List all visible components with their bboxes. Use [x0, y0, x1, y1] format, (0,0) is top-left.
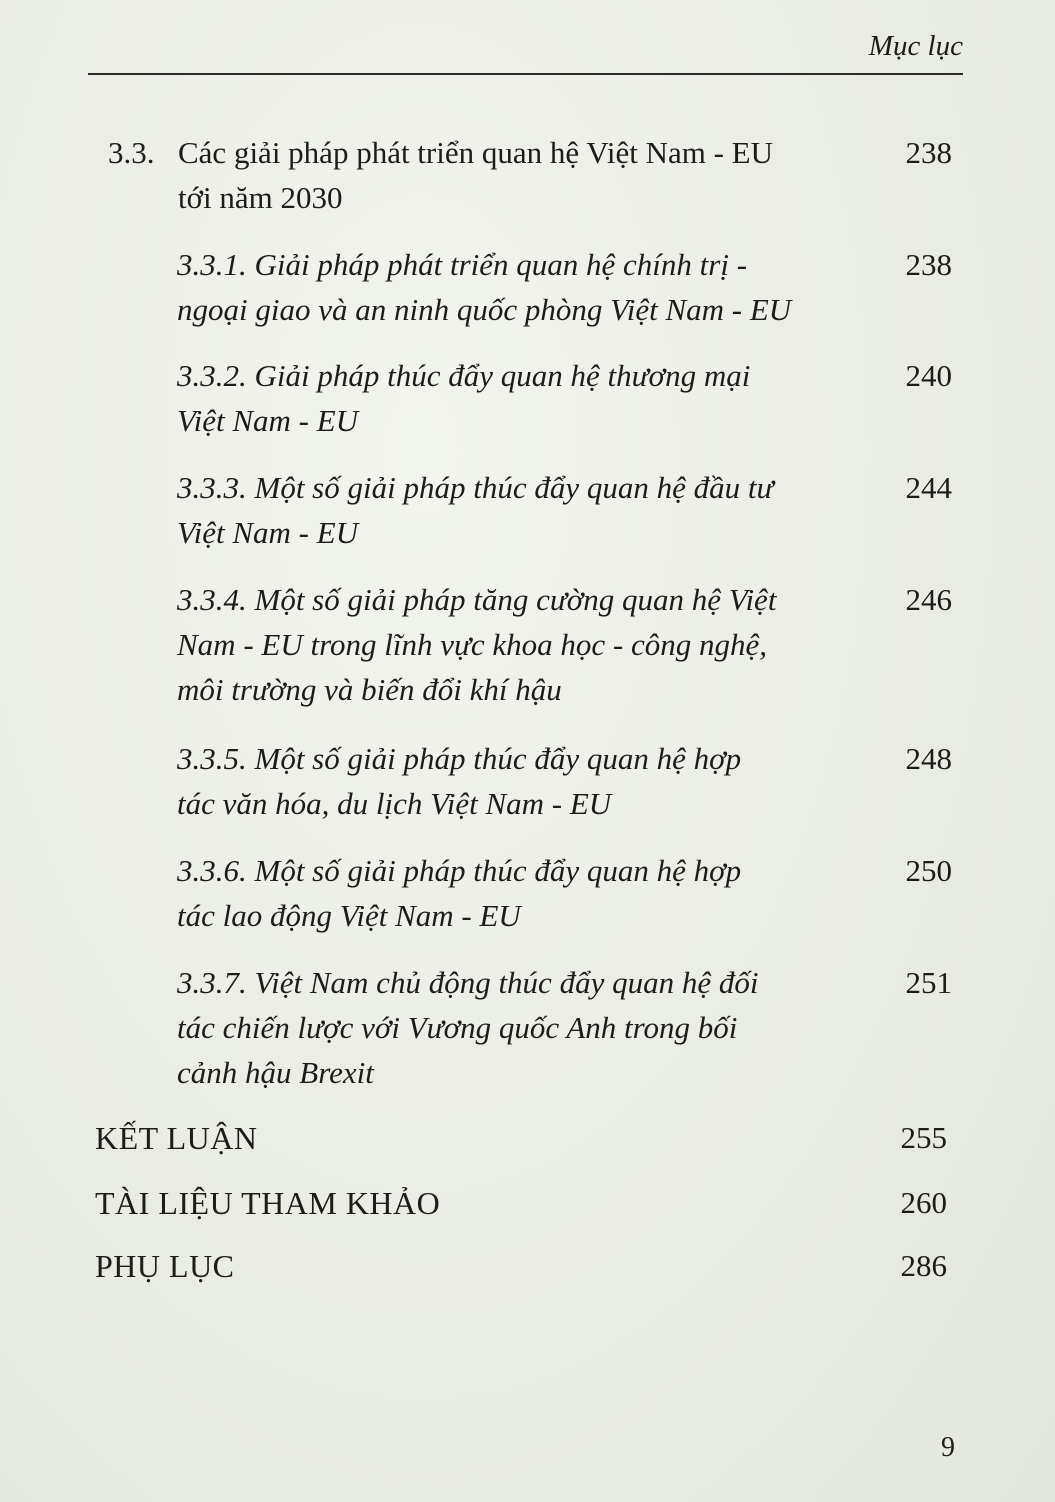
section-page: 260: [900, 1185, 947, 1220]
section-title: KẾT LUẬN: [95, 1120, 258, 1156]
toc-entry-page: 238: [905, 135, 952, 170]
toc-entry-line: Các giải pháp phát triển quan hệ Việt Nam - EU: [178, 135, 773, 170]
toc-entry-page: 246: [905, 582, 952, 617]
toc-entry-line: ngoại giao và an ninh quốc phòng Việt Nam - EU: [177, 292, 792, 327]
section-page: 255: [900, 1120, 947, 1155]
page-number: 9: [941, 1432, 955, 1463]
toc-entry-line: 3.3.2. Giải pháp thúc đẩy quan hệ thương mại: [177, 358, 751, 393]
toc-entry-line: tác lao động Việt Nam - EU: [177, 898, 521, 933]
toc-entry-line: Việt Nam - EU: [177, 403, 359, 438]
toc-entry-number: 3.3.: [108, 135, 155, 170]
toc-entry-line: Việt Nam - EU: [177, 515, 359, 550]
header-rule: [88, 73, 963, 75]
toc-entry-line: tác văn hóa, du lịch Việt Nam - EU: [177, 786, 612, 821]
section-title: TÀI LIỆU THAM KHẢO: [95, 1185, 441, 1221]
toc-entry-3-3-3: [0, 468, 1055, 548]
toc-entry-line: 3.3.4. Một số giải pháp tăng cường quan hệ Việt: [177, 582, 777, 617]
toc-entry-3-3: [0, 133, 1055, 213]
section-title: PHỤ LỤC: [95, 1248, 235, 1284]
section-page: 286: [900, 1248, 947, 1283]
toc-entry-3-3-6: [0, 851, 1055, 931]
toc-entry-line: 3.3.7. Việt Nam chủ động thúc đẩy quan hệ đối: [177, 965, 759, 1000]
toc-entry-line: Nam - EU trong lĩnh vực khoa học - công nghệ,: [177, 627, 767, 662]
toc-entry-line: môi trường và biến đổi khí hậu: [177, 672, 562, 707]
toc-entry-page: 250: [905, 853, 952, 888]
toc-entry-line: 3.3.3. Một số giải pháp thúc đẩy quan hệ đầu tư: [177, 470, 774, 505]
toc-entry-3-3-1: [0, 245, 1055, 325]
toc-entry-page: 238: [905, 247, 952, 282]
toc-entry-page: 251: [905, 965, 952, 1000]
toc-entry-page: 240: [905, 358, 952, 393]
header-title: Mục lục: [868, 30, 963, 62]
toc-entry-line: tác chiến lược với Vương quốc Anh trong bối: [177, 1010, 738, 1045]
toc-entry-page: 244: [905, 470, 952, 505]
toc-entry-3-3-5: [0, 739, 1055, 819]
toc-entry-line: 3.3.1. Giải pháp phát triển quan hệ chính trị -: [177, 247, 748, 282]
toc-entry-3-3-4: [0, 580, 1055, 710]
toc-entry-line: 3.3.6. Một số giải pháp thúc đẩy quan hệ hợp: [177, 853, 742, 888]
toc-entry-3-3-2: [0, 356, 1055, 436]
toc-entry-line: cảnh hậu Brexit: [177, 1055, 374, 1090]
toc-entry-page: 248: [905, 741, 952, 776]
toc-entry-3-3-7: [0, 963, 1055, 1093]
toc-entry-line: tới năm 2030: [178, 180, 343, 215]
toc-entry-line: 3.3.5. Một số giải pháp thúc đẩy quan hệ hợp: [177, 741, 742, 776]
